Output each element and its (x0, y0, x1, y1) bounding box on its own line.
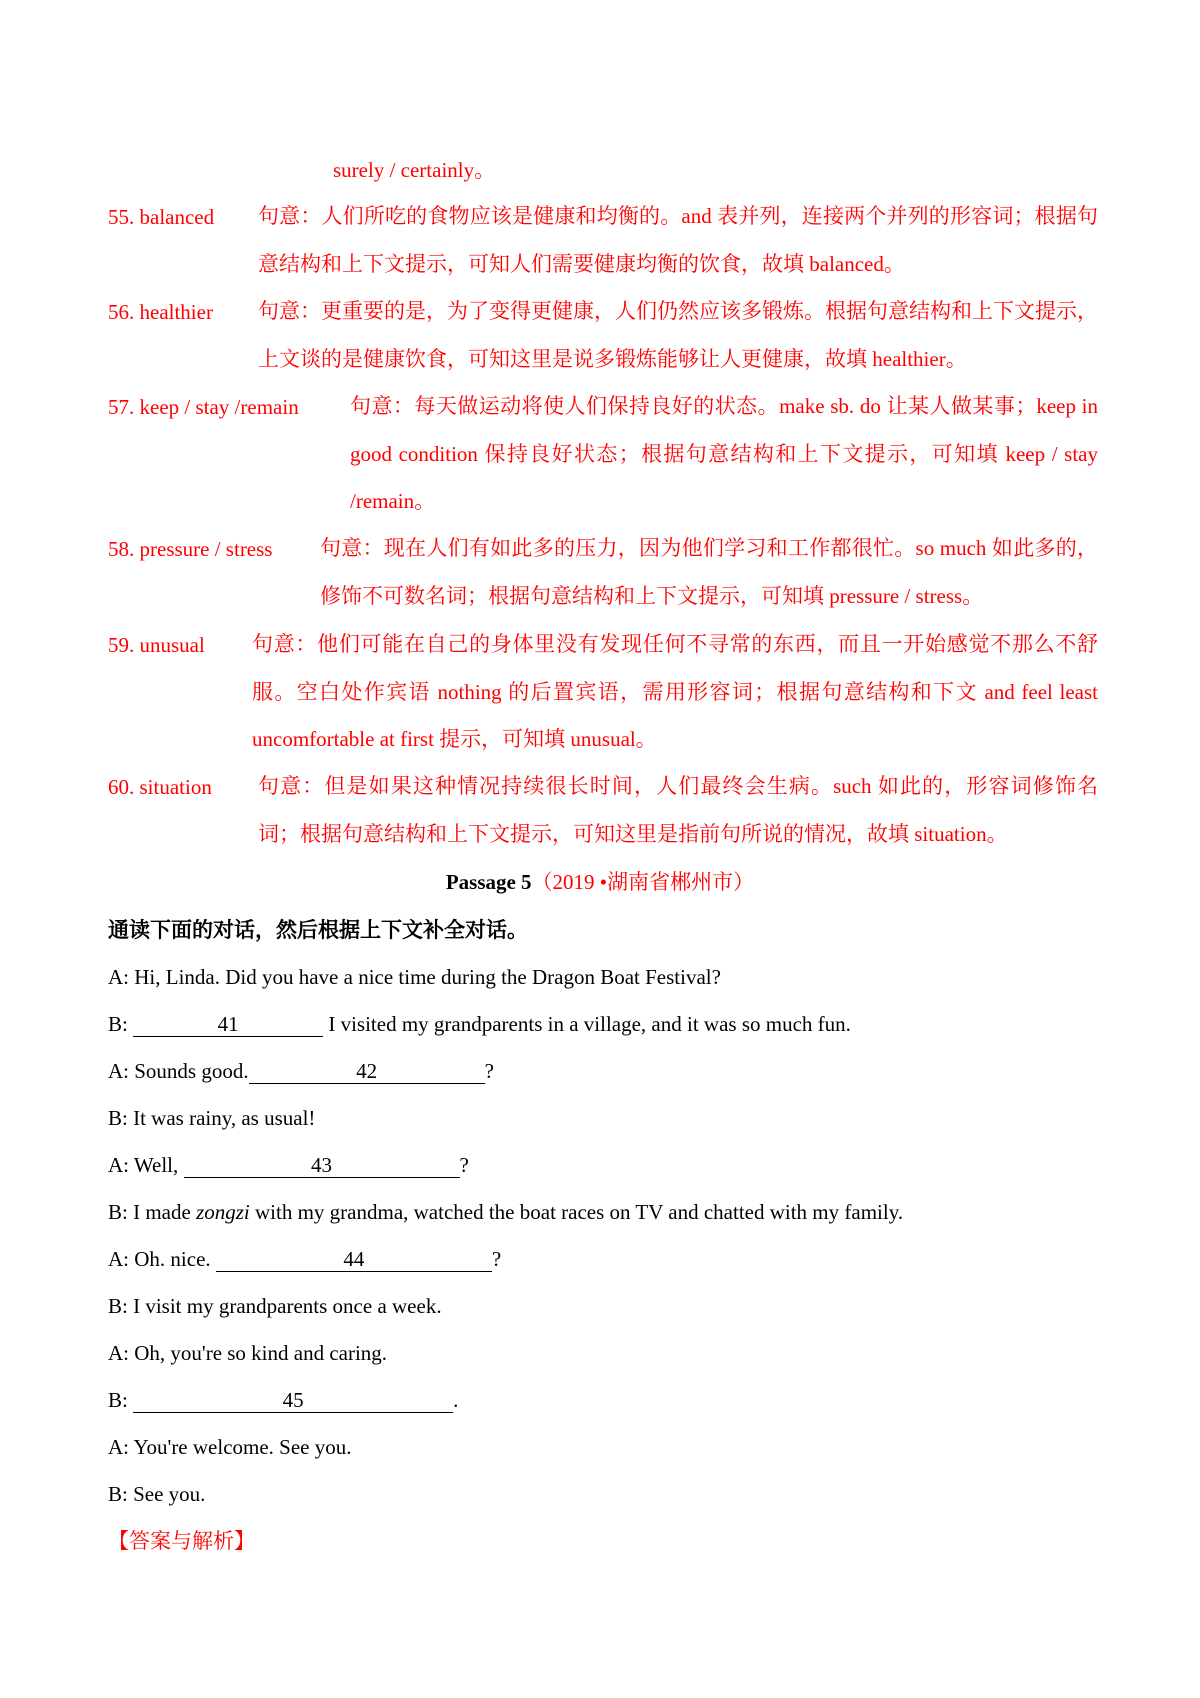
blank-42[interactable]: 42 (249, 1059, 485, 1084)
answer-explanation: 句意：人们所吃的食物应该是健康和均衡的。and 表并列，连接两个并列的形容词；根据句意结构和上下文提示，可知人们需要健康均衡的饮食，故填 balanced。 (258, 204, 1098, 276)
passage-name: Passage 5 (445, 870, 532, 894)
line-text: with my grandma, watched the boat races on TV and chatted with my family. (249, 1200, 904, 1224)
speaker-text: A: Sounds good. (108, 1059, 249, 1083)
answer-explanation: 句意：更重要的是，为了变得更健康，人们仍然应该多锻炼。根据句意结构和上下文提示，上文谈的是健康饮食，可知这里是说多锻炼能够让人更健康，故填 healthier。 (258, 299, 1098, 371)
answer-item-56 (108, 298, 1098, 378)
blank-41[interactable]: 41 (133, 1012, 323, 1037)
blank-45[interactable]: 45 (133, 1388, 453, 1413)
answer-explanation: 句意：他们可能在自己的身体里没有发现任何不寻常的东西，而且一开始感觉不那么不舒服。空白处作宾语 nothing 的后置宾语，需用形容词；根据句意结构和下文 and feel least uncomfortable at first 提示，可知填 unusual。 (252, 632, 1098, 752)
line-text: . (453, 1388, 459, 1412)
speaker-text: B: I made (108, 1200, 197, 1224)
dialogue-line (108, 1057, 494, 1085)
line-text: I visited my grandparents in a village, and it was so much fun. (323, 1012, 851, 1036)
speaker-text: B: (108, 1012, 134, 1036)
dialogue-line: A: You're welcome. See you. (108, 1435, 352, 1459)
dialogue-line (108, 1386, 458, 1414)
speaker-text: B: (108, 1388, 134, 1412)
answer-number: 57. keep / stay /remain (108, 395, 299, 419)
dialogue-line (108, 1151, 469, 1179)
dialogue-line (108, 1245, 501, 1273)
speaker-text: A: Well, (108, 1153, 184, 1177)
line-text: ? (491, 1247, 502, 1271)
passage-source: （2019 •湖南省郴州市） (531, 870, 755, 894)
line-text: ? (459, 1153, 469, 1177)
answer-item-60 (108, 773, 1098, 853)
dialogue-line: A: Hi, Linda. Did you have a nice time during the Dragon Boat Festival? (108, 965, 721, 989)
answer-number: 60. situation (108, 775, 212, 799)
speaker-text: A: Oh. nice. (108, 1247, 216, 1271)
answer-number: 58. pressure / stress (108, 537, 273, 561)
italic-word: zongzi (196, 1200, 250, 1224)
answer-number: 56. healthier (108, 300, 213, 324)
dialogue-line: B: It was rainy, as usual! (108, 1106, 316, 1130)
answer-item-58 (108, 535, 1098, 615)
answer-explanation: 句意：但是如果这种情况持续很长时间，人们最终会生病。such 如此的，形容词修饰名词；根据句意结构和上下文提示，可知这里是指前句所说的情况，故填 situation。 (258, 774, 1098, 846)
dialogue-line: A: Oh, you're so kind and caring. (108, 1341, 388, 1365)
dialogue-line: B: I visit my grandparents once a week. (108, 1294, 442, 1318)
answer-number: 55. balanced (108, 205, 215, 229)
answer-continuation: surely / certainly。 (333, 158, 496, 182)
line-text: ? (484, 1059, 494, 1083)
answer-item-57 (108, 393, 1098, 523)
dialogue-line (108, 1198, 903, 1226)
instruction: 通读下面的对话，然后根据上下文补全对话。 (108, 918, 528, 942)
answer-explanation: 句意：每天做运动将使人们保持良好的状态。make sb. do 让某人做某事；keep in good condition 保持良好状态；根据句意结构和上下文提示，可知填 keep / stay /remain。 (350, 394, 1098, 514)
dialogue-line: B: See you. (108, 1482, 206, 1506)
answer-heading: 【答案与解析】 (108, 1529, 255, 1553)
answer-item-59 (108, 631, 1098, 761)
blank-43[interactable]: 43 (184, 1153, 460, 1178)
answer-item-55 (108, 203, 1098, 283)
blank-44[interactable]: 44 (216, 1247, 492, 1272)
dialogue-line (108, 1010, 851, 1038)
passage-title (0, 868, 1200, 896)
answer-number: 59. unusual (108, 633, 205, 657)
answer-explanation: 句意：现在人们有如此多的压力，因为他们学习和工作都很忙。so much 如此多的，修饰不可数名词；根据句意结构和上下文提示，可知填 pressure / stress。 (320, 536, 1098, 608)
